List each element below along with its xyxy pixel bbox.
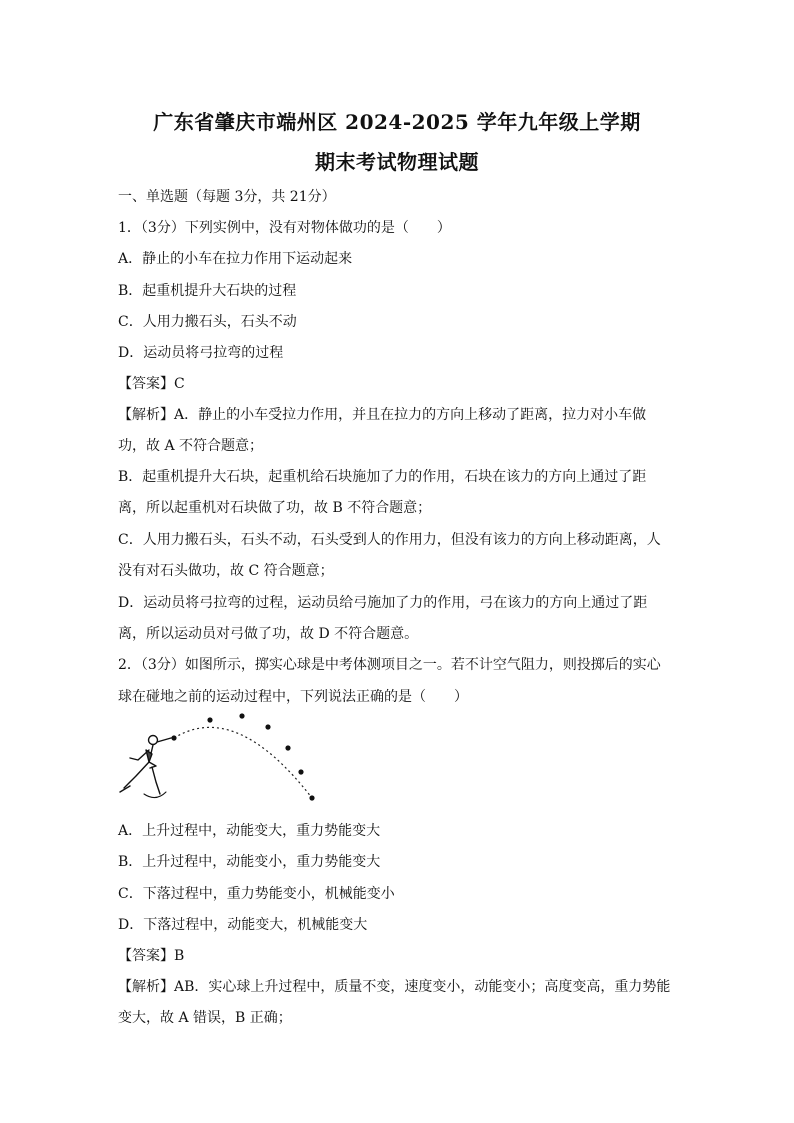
page-title: 广东省肇庆市端州区 2024-2025 学年九年级上学期 bbox=[153, 110, 641, 134]
q2-stem-line: 2．（3分）如图所示，掷实心球是中考体测项目之一。若不计空气阻力，则投掷后的实心 bbox=[118, 657, 661, 673]
page-subtitle: 期末考试物理试题 bbox=[315, 150, 479, 174]
q2-analysis-line: 【解析】AB．实心球上升过程中，质量不变，速度变小，动能变小；高度变高，重力势能 bbox=[118, 979, 671, 995]
q1-analysis-line: 离，所以运动员对弓做了功，故 D 不符合题意。 bbox=[118, 626, 419, 642]
q1-option-a: A．静止的小车在拉力作用下运动起来 bbox=[118, 251, 353, 267]
q2-option-c: C．下落过程中，重力势能变小，机械能变小 bbox=[118, 886, 395, 902]
q1-option-c: C．人用力搬石头，石头不动 bbox=[118, 314, 297, 330]
q1-stem: 1．（3分）下列实例中，没有对物体做功的是（ ） bbox=[118, 220, 451, 236]
q2-stem-line: 球在碰地之前的运动过程中，下列说法正确的是（ ） bbox=[118, 689, 468, 705]
q1-analysis-line: 没有对石头做功，故 C 符合题意； bbox=[118, 563, 334, 579]
q2-option-b: B．上升过程中，动能变小，重力势能变大 bbox=[118, 854, 381, 870]
q2-answer: 【答案】B bbox=[118, 948, 185, 964]
trajectory-path bbox=[174, 727, 312, 798]
ball-dot bbox=[309, 795, 314, 800]
q1-option-b: B．起重机提升大石块的过程 bbox=[118, 283, 297, 299]
q1-option-d: D．运动员将弓拉弯的过程 bbox=[118, 345, 284, 361]
q1-analysis-line: B．起重机提升大石块，起重机给石块施加了力的作用，石块在该力的方向上通过了距 bbox=[118, 469, 647, 485]
q2-analysis-line: 变大，故 A 错误，B 正确； bbox=[118, 1010, 292, 1026]
ball-dot bbox=[207, 717, 212, 722]
athlete-figure bbox=[120, 736, 171, 798]
q1-analysis-line: C．人用力搬石头，石头不动，石头受到人的作用力，但没有该力的方向上移动距离，人 bbox=[118, 532, 661, 548]
trajectory-diagram bbox=[116, 710, 326, 810]
ball-dot bbox=[285, 745, 290, 750]
shot-put-figure bbox=[116, 710, 326, 810]
q1-analysis-line: 离，所以起重机对石块做了功，故 B 不符合题意； bbox=[118, 500, 432, 516]
q2-option-d: D．下落过程中，动能变大，机械能变大 bbox=[118, 917, 368, 933]
ball-dot bbox=[298, 769, 303, 774]
ball-dot bbox=[265, 724, 270, 729]
q1-analysis-line: D．运动员将弓拉弯的过程，运动员给弓施加了力的作用，弓在该力的方向上通过了距 bbox=[118, 595, 648, 611]
q1-analysis-line: 【解析】A．静止的小车受拉力作用，并且在拉力的方向上移动了距离，拉力对小车做 bbox=[118, 407, 647, 423]
ball-dot bbox=[171, 735, 176, 740]
q1-answer: 【答案】C bbox=[118, 376, 185, 392]
ball-dot bbox=[239, 713, 244, 718]
q2-option-a: A．上升过程中，动能变大，重力势能变大 bbox=[118, 823, 381, 839]
q1-analysis-line: 功，故 A 不符合题意； bbox=[118, 438, 264, 454]
section-heading: 一、单选题（每题 3分，共 21分） bbox=[118, 189, 336, 205]
